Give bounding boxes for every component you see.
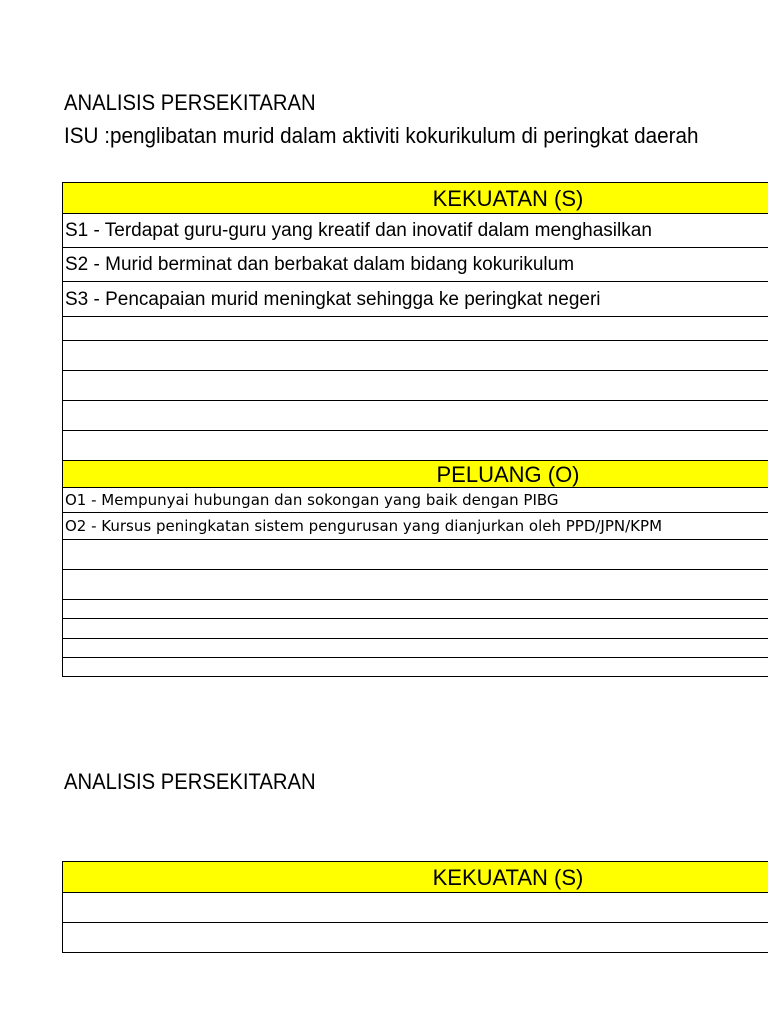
strength-row[interactable]	[63, 431, 768, 461]
section-1-issue: ISU :penglibatan murid dalam aktiviti kokurikulum di peringkat daerah	[64, 123, 699, 148]
strength-row[interactable]	[63, 317, 768, 341]
strength-row[interactable]	[63, 282, 768, 317]
strength-text: S2 - Murid berminat dan berbakat dalam bidang kokurikulum	[65, 254, 575, 275]
strength-row[interactable]	[63, 341, 768, 371]
strengths-header-row[interactable]	[63, 862, 768, 893]
swot-table-2	[62, 861, 768, 953]
strengths-header: KEKUATAN (S)	[432, 865, 584, 890]
strengths-header-row[interactable]	[63, 183, 768, 214]
section-1-title: ANALISIS PERSEKITARAN	[64, 90, 316, 115]
strength-row[interactable]	[63, 371, 768, 401]
opportunity-row[interactable]	[63, 540, 768, 570]
opportunity-row[interactable]	[63, 570, 768, 600]
swot-table-1	[62, 182, 768, 677]
strength-row[interactable]	[63, 248, 768, 282]
opportunity-row[interactable]	[63, 513, 768, 540]
opportunity-text: O2 - Kursus peningkatan sistem pengurusan yang dianjurkan oleh PPD/JPN/KPM	[65, 517, 663, 535]
opportunity-text: O1 - Mempunyai hubungan dan sokongan yang baik dengan PIBG	[65, 491, 559, 509]
strength-text: S1 - Terdapat guru-guru yang kreatif dan inovatif dalam menghasilkan	[65, 220, 652, 241]
section-2-title: ANALISIS PERSEKITARAN	[64, 769, 316, 794]
opportunity-row[interactable]	[63, 658, 768, 677]
opportunity-row[interactable]	[63, 600, 768, 619]
strength-row[interactable]	[63, 923, 768, 953]
opportunity-row[interactable]	[63, 639, 768, 658]
strength-row[interactable]	[63, 893, 768, 923]
opportunity-row[interactable]	[63, 619, 768, 639]
opportunities-header-row[interactable]	[63, 461, 768, 488]
strengths-header: KEKUATAN (S)	[432, 186, 584, 211]
opportunities-header: PELUANG (O)	[436, 462, 580, 487]
strength-row[interactable]	[63, 401, 768, 431]
strength-text: S3 - Pencapaian murid meningkat sehingga ke peringkat negeri	[65, 289, 601, 310]
strength-row[interactable]	[63, 214, 768, 248]
opportunity-row[interactable]	[63, 488, 768, 513]
